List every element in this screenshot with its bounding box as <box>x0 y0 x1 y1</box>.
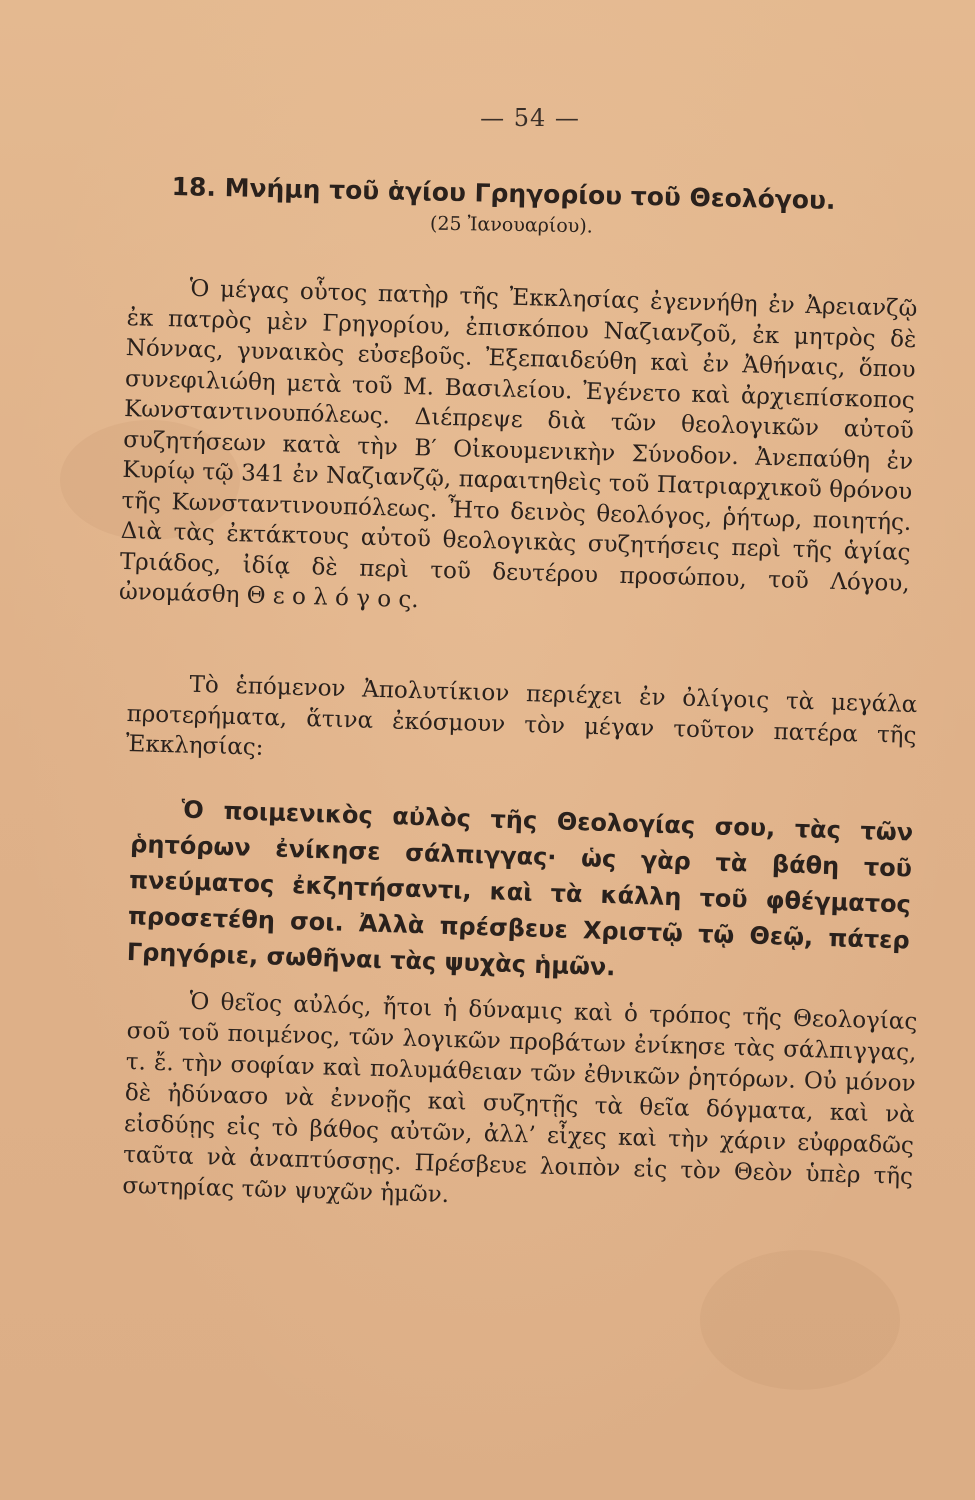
hymn-text: Ὁ ποιμενικὸς αὐλὸς τῆς Θεολογίας σου, τὰς τῶν ῥητόρων ἐνίκησε σάλπιγγας· ὡς γὰρ τὰ βάθη τοῦ πνεύματος ἐκζητήσαντι, καὶ τὰ κάλλη τοῦ φθέγματος προσετέθη σοι. Ἀλλὰ πρέσβευε Χριστῷ τῷ Θεῷ, πάτερ Γρηγόριε, σωθῆναι τὰς ψυχὰς ἡμῶν. <box>126 795 914 982</box>
paragraph-text: Ὁ θεῖος αὐλός, ἤτοι ἡ δύναμις καὶ ὁ τρόπος τῆς Θεολογίας σοῦ τοῦ ποιμένος, τῶν λογικῶν προβάτων ἐνίκησε τὰς σάλπιγγας, τ. ἔ. τὴν σοφίαν καὶ πολυμάθειαν τῶν ἐθνικῶν ῥητόρων. Οὐ μόνον δὲ ἠδύνασο νὰ ἐννοῇς καὶ συζητῇς τὰ θεῖα δόγματα, καὶ νὰ εἰσδύῃς εἰς τὸ βάθος αὐτῶν, ἀλλ’ εἶχες καὶ τὴν χάριν εὐφραδῶς ταῦτα νὰ ἀναπτύσσῃς. Πρέσβευε λοιπὸν εἰς τὸν Θεὸν ὑπὲρ τῆς σωτηρίας τῶν ψυχῶν ἡμῶν. <box>122 988 918 1209</box>
intro-paragraph <box>125 668 917 782</box>
paragraph-text: Ὁ μέγας οὗτος πατὴρ τῆς Ἐκκλησίας ἐγεννήθη ἐν Ἀρειανζῷ ἐκ πατρὸς μὲν Γρηγορίου, ἐπισκόπου Ναζιανζοῦ, ἐκ μητρὸς δὲ Νόννας, γυναικὸς εὐσεβοῦς. Ἐξεπαιδεύθη καὶ ἐν Ἀθήναις, ὅπου συνεφιλιώθη μετὰ τοῦ Μ. Βασιλείου. Ἐγένετο καὶ ἀρχιεπίσκοπος Κωνσταντινουπόλεως. Διέπρεψε διὰ τῶν θεολογικῶν αὐτοῦ συζητήσεων κατὰ τὴν Β′ Οἰκουμενικὴν Σύνοδον. Ἀνεπαύθη ἐν Κυρίῳ τῷ 341 ἐν Ναζιανζῷ, παραιτηθεὶς τοῦ Πατριαρχικοῦ θρόνου τῆς Κωνσταντινουπόλεως. Ἦτο δεινὸς θεολόγος, ῥήτωρ, ποιητής. Διὰ τὰς ἐκτάκτους αὐτοῦ θεολογικὰς συζητήσεις περὶ τῆς ἁγίας Τριάδος, ἰδίᾳ δὲ περὶ τοῦ δευτέρου προσώπου, τοῦ Λόγου, ὠνομάσθη Θ ε ο λ ό γ ο ς. <box>118 275 918 614</box>
section-heading: 18. Μνήμη τοῦ ἁγίου Γρηγορίου τοῦ Θεολόγου. <box>171 171 836 215</box>
paper-stain <box>700 1250 900 1390</box>
apolytikion-hymn <box>126 790 913 994</box>
feast-date: (25 Ἰανουαρίου). <box>429 212 593 238</box>
biography-paragraph <box>119 272 918 629</box>
paragraph-text: Τὸ ἑπόμενον Ἀπολυτίκιον περιέχει ἐν ὀλίγοις τὰ μεγάλα προτερήματα, ἅτινα ἐκόσμουν τὸν μέγαν τοῦτον πατέρα τῆς Ἐκκλησίας: <box>125 671 918 761</box>
commentary-paragraph <box>122 985 918 1224</box>
page-number: — 54 — <box>480 104 580 132</box>
